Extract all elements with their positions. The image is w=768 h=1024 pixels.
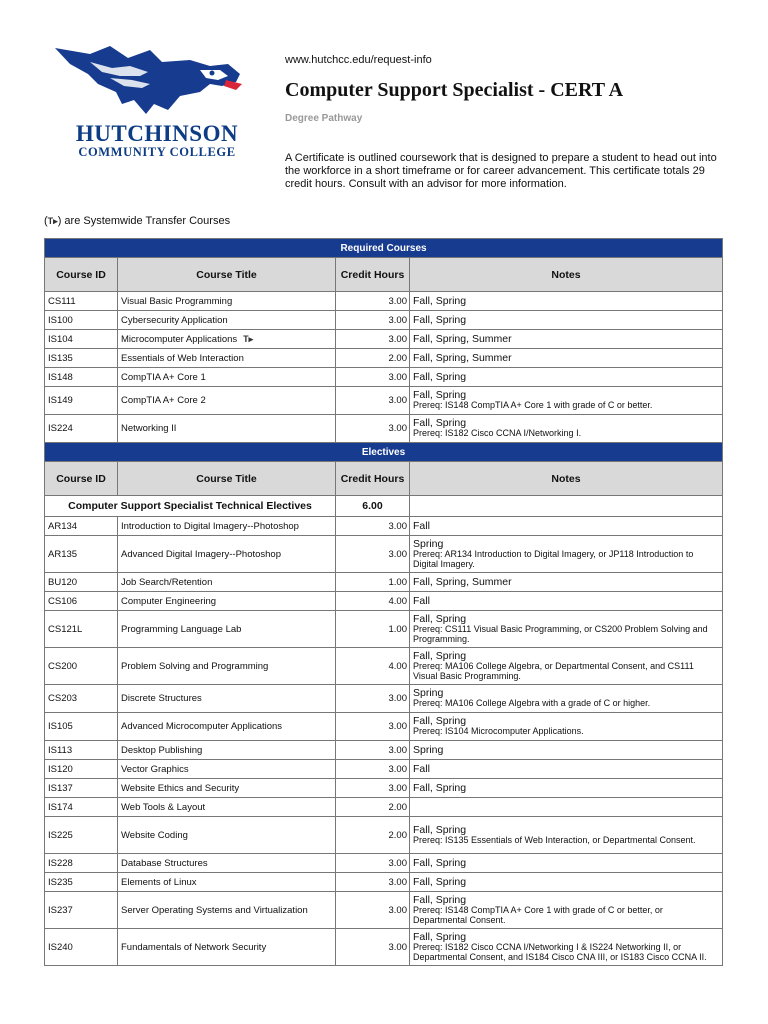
course-title-cell <box>118 798 336 817</box>
credit-hours-cell: 3.00 <box>336 854 410 873</box>
required-courses-heading: Required Courses <box>45 239 723 258</box>
course-id-cell: CS200 <box>45 648 118 685</box>
course-title-text: Desktop Publishing <box>121 744 203 756</box>
request-info-link[interactable]: www.hutchcc.edu/request-info <box>285 54 432 66</box>
notes-cell <box>410 517 723 536</box>
schedule-text: Fall, Spring <box>413 370 467 383</box>
course-id-cell: AR135 <box>45 536 118 573</box>
schedule-text: Fall, Spring <box>413 715 467 728</box>
notes-cell <box>410 536 723 573</box>
credit-hours-cell: 2.00 <box>336 349 410 368</box>
schedule-text: Fall, Spring <box>413 931 467 943</box>
course-id-cell: IS235 <box>45 873 118 892</box>
notes-cell <box>410 685 723 713</box>
course-id-cell: IS113 <box>45 741 118 760</box>
course-title-text: Website Ethics and Security <box>121 782 240 794</box>
notes-cell <box>410 368 723 387</box>
schedule-text: Fall, Spring <box>413 823 467 836</box>
college-logo <box>50 40 250 165</box>
course-title-text: Database Structures <box>121 857 208 869</box>
table-row <box>45 741 723 760</box>
table-row <box>45 368 723 387</box>
course-title-text: CompTIA A+ Core 1 <box>121 371 206 383</box>
credit-hours-cell: 3.00 <box>336 685 410 713</box>
course-id-cell: IS174 <box>45 798 118 817</box>
notes-cell <box>410 713 723 741</box>
course-title-text: Fundamentals of Network Security <box>121 941 267 953</box>
elective-group-title: Computer Support Specialist Technical Electives <box>45 496 336 517</box>
credit-hours-cell: 2.00 <box>336 798 410 817</box>
table-row <box>45 873 723 892</box>
schedule-text: Fall <box>413 519 430 532</box>
elective-group-notes <box>410 496 723 517</box>
col-header-notes: Notes <box>410 258 723 292</box>
course-title-text: Discrete Structures <box>121 693 202 704</box>
schedule-text: Fall, Spring <box>413 650 467 662</box>
course-title-text: Introduction to Digital Imagery--Photoshop <box>121 520 299 532</box>
course-title-text: Website Coding <box>121 829 188 841</box>
notes-cell <box>410 330 723 349</box>
course-id-cell: IS148 <box>45 368 118 387</box>
table-row <box>45 817 723 854</box>
course-title-text: Computer Engineering <box>121 595 217 607</box>
course-title-text: Vector Graphics <box>121 763 189 775</box>
schedule-text: Fall, Spring <box>413 875 467 888</box>
course-title-cell <box>118 854 336 873</box>
course-title-text: Advanced Digital Imagery--Photoshop <box>121 548 282 560</box>
table-row <box>45 929 723 966</box>
course-title-cell <box>118 349 336 368</box>
notes-cell <box>410 292 723 311</box>
schedule-text: Fall, Spring <box>413 781 467 794</box>
course-title-cell <box>118 415 336 443</box>
col-header-course-id: Course ID <box>45 258 118 292</box>
notes-cell <box>410 798 723 817</box>
table-row <box>45 311 723 330</box>
prereq-text: Prereq: CS111 Visual Basic Programming, or CS200 Problem Solving and Programming. <box>413 624 708 644</box>
electives-heading: Electives <box>45 443 723 462</box>
table-row <box>45 760 723 779</box>
course-title-cell <box>118 292 336 311</box>
course-id-cell: IS120 <box>45 760 118 779</box>
logo-college-name: HUTCHINSON <box>75 121 239 146</box>
prereq-text: Prereq: IS182 Cisco CCNA I/Networking I. <box>413 428 582 439</box>
course-title-text: Essentials of Web Interaction <box>121 352 244 364</box>
transfer-legend <box>44 215 230 227</box>
credit-hours-cell: 3.00 <box>336 929 410 966</box>
credit-hours-cell: 3.00 <box>336 368 410 387</box>
schedule-text: Fall, Spring <box>413 894 467 906</box>
table-row <box>45 779 723 798</box>
credit-hours-cell: 3.00 <box>336 517 410 536</box>
credit-hours-cell: 3.00 <box>336 330 410 349</box>
course-title-cell <box>118 760 336 779</box>
legend-text: ) are Systemwide Transfer Courses <box>57 215 231 227</box>
transfer-icon: T▸ <box>243 333 254 344</box>
schedule-text: Fall <box>413 762 430 775</box>
table-row <box>45 415 723 443</box>
table-row <box>45 592 723 611</box>
course-title-cell <box>118 892 336 929</box>
course-title-text: Microcomputer Applications <box>121 333 238 345</box>
page-title: Computer Support Specialist - CERT A <box>285 79 624 101</box>
col-header-course-id: Course ID <box>45 462 118 496</box>
schedule-text: Fall, Spring <box>413 613 467 625</box>
hawk-mascot-icon <box>50 40 250 125</box>
credit-hours-cell: 1.00 <box>336 573 410 592</box>
course-title-text: Visual Basic Programming <box>121 295 233 307</box>
credit-hours-cell: 3.00 <box>336 292 410 311</box>
col-header-course-title: Course Title <box>118 258 336 292</box>
table-row <box>45 517 723 536</box>
table-row <box>45 798 723 817</box>
course-id-cell: IS228 <box>45 854 118 873</box>
notes-cell <box>410 817 723 854</box>
course-title-text: Server Operating Systems and Virtualization <box>121 904 308 916</box>
credit-hours-cell: 3.00 <box>336 536 410 573</box>
course-id-cell: CS121L <box>45 611 118 648</box>
prereq-text: Prereq: IS182 Cisco CCNA I/Networking I & IS224 Networking II, or Departmental Consent, and IS184 Cisco CNA III, or IS183 Cisco CCNA II. <box>413 942 707 962</box>
prereq-text: Prereq: IS148 CompTIA A+ Core 1 with grade of C or better. <box>413 400 653 411</box>
course-title-cell <box>118 368 336 387</box>
course-title-cell <box>118 648 336 685</box>
elective-group-hours: 6.00 <box>336 496 410 517</box>
course-title-text: Networking II <box>121 423 177 434</box>
col-header-course-title: Course Title <box>118 462 336 496</box>
table-row <box>45 330 723 349</box>
logo-college-subtitle: COMMUNITY COLLEGE <box>78 145 236 159</box>
course-title-cell <box>118 817 336 854</box>
credit-hours-cell: 3.00 <box>336 387 410 415</box>
course-title-cell <box>118 685 336 713</box>
course-title-text: Web Tools & Layout <box>121 801 206 813</box>
course-id-cell: IS100 <box>45 311 118 330</box>
course-id-cell: AR134 <box>45 517 118 536</box>
course-id-cell: IS105 <box>45 713 118 741</box>
schedule-text: Fall, Spring, Summer <box>413 575 512 588</box>
schedule-text: Fall, Spring <box>413 417 467 430</box>
page-subtitle: Degree Pathway <box>285 113 363 124</box>
credit-hours-cell: 3.00 <box>336 713 410 741</box>
notes-cell <box>410 611 723 648</box>
table-row <box>45 648 723 685</box>
schedule-text: Fall, Spring, Summer <box>413 332 512 345</box>
notes-cell <box>410 873 723 892</box>
course-title-cell <box>118 779 336 798</box>
credit-hours-cell: 3.00 <box>336 741 410 760</box>
notes-cell <box>410 387 723 415</box>
schedule-text: Fall, Spring <box>413 856 467 869</box>
course-title-cell <box>118 741 336 760</box>
course-title-cell <box>118 330 336 349</box>
schedule-text: Spring <box>413 687 444 700</box>
course-title-text: Cybersecurity Application <box>121 314 228 326</box>
course-title-text: Job Search/Retention <box>121 576 213 588</box>
table-row <box>45 685 723 713</box>
credit-hours-cell: 4.00 <box>336 592 410 611</box>
notes-cell <box>410 760 723 779</box>
credit-hours-cell: 3.00 <box>336 415 410 443</box>
notes-cell <box>410 892 723 929</box>
prereq-text: Prereq: MA106 College Algebra with a grade of C or higher. <box>413 698 651 709</box>
table-row <box>45 292 723 311</box>
prereq-text: Prereq: IS104 Microcomputer Applications. <box>413 726 584 737</box>
notes-cell <box>410 573 723 592</box>
course-id-cell: IS237 <box>45 892 118 929</box>
notes-cell <box>410 779 723 798</box>
table-row <box>45 573 723 592</box>
schedule-text: Fall, Spring <box>413 389 467 402</box>
col-header-credit-hours: Credit Hours <box>336 462 410 496</box>
notes-cell <box>410 311 723 330</box>
schedule-text: Fall, Spring <box>413 294 467 307</box>
credit-hours-cell: 2.00 <box>336 817 410 854</box>
prereq-text: Prereq: AR134 Introduction to Digital Imagery, or JP118 Introduction to Digital Imagery. <box>413 549 694 569</box>
course-id-cell: IS104 <box>45 330 118 349</box>
credit-hours-cell: 1.00 <box>336 611 410 648</box>
table-row <box>45 854 723 873</box>
course-title-text: CompTIA A+ Core 2 <box>121 395 206 406</box>
col-header-credit-hours: Credit Hours <box>336 258 410 292</box>
table-row <box>45 536 723 573</box>
table-row <box>45 611 723 648</box>
course-table <box>44 238 723 966</box>
course-id-cell: CS106 <box>45 592 118 611</box>
course-id-cell: BU120 <box>45 573 118 592</box>
elective-group-row <box>45 496 723 517</box>
course-title-text: Problem Solving and Programming <box>121 660 269 672</box>
course-title-cell <box>118 573 336 592</box>
course-title-cell <box>118 592 336 611</box>
notes-cell <box>410 415 723 443</box>
prereq-text: Prereq: IS135 Essentials of Web Interaction, or Departmental Consent. <box>413 834 696 845</box>
transfer-icon: T▸ <box>47 216 58 226</box>
course-id-cell: IS240 <box>45 929 118 966</box>
credit-hours-cell: 3.00 <box>336 892 410 929</box>
credit-hours-cell: 4.00 <box>336 648 410 685</box>
course-id-cell: IS225 <box>45 817 118 854</box>
prereq-text: Prereq: IS148 CompTIA A+ Core 1 with grade of C or better, or Departmental Consent. <box>413 905 663 925</box>
table-row <box>45 713 723 741</box>
notes-cell <box>410 929 723 966</box>
course-id-cell: IS135 <box>45 349 118 368</box>
legend-prefix: ( <box>44 215 48 227</box>
credit-hours-cell: 3.00 <box>336 760 410 779</box>
notes-cell <box>410 741 723 760</box>
credit-hours-cell: 3.00 <box>336 873 410 892</box>
course-id-cell: CS203 <box>45 685 118 713</box>
course-title-cell <box>118 611 336 648</box>
course-title-cell <box>118 713 336 741</box>
credit-hours-cell: 3.00 <box>336 311 410 330</box>
course-id-cell: IS149 <box>45 387 118 415</box>
course-title-text: Advanced Microcomputer Applications <box>121 721 283 732</box>
course-id-cell: IS137 <box>45 779 118 798</box>
course-title-cell <box>118 517 336 536</box>
prereq-text: Prereq: MA106 College Algebra, or Departmental Consent, and CS111 Visual Basic Programming. <box>413 661 694 681</box>
course-title-cell <box>118 536 336 573</box>
table-row <box>45 349 723 368</box>
notes-cell <box>410 592 723 611</box>
table-row <box>45 892 723 929</box>
course-title-cell <box>118 929 336 966</box>
schedule-text: Fall, Spring <box>413 313 467 326</box>
course-id-cell: IS224 <box>45 415 118 443</box>
course-id-cell: CS111 <box>45 292 118 311</box>
schedule-text: Fall <box>413 594 430 607</box>
course-title-text: Programming Language Lab <box>121 623 242 635</box>
credit-hours-cell: 3.00 <box>336 779 410 798</box>
course-title-cell <box>118 311 336 330</box>
course-title-cell <box>118 387 336 415</box>
schedule-text: Spring <box>413 538 444 550</box>
schedule-text: Spring <box>413 743 444 756</box>
notes-cell <box>410 854 723 873</box>
col-header-notes: Notes <box>410 462 723 496</box>
intro-paragraph: A Certificate is outlined coursework that is designed to prepare a student to head out into the workforce in a short timeframe or for career advancement. This certificate totals 29 credit hours. Consult with an advisor for more information. <box>285 152 717 190</box>
notes-cell <box>410 648 723 685</box>
notes-cell <box>410 349 723 368</box>
table-row <box>45 387 723 415</box>
course-title-text: Elements of Linux <box>121 876 197 888</box>
course-title-cell <box>118 873 336 892</box>
schedule-text: Fall, Spring, Summer <box>413 351 512 364</box>
